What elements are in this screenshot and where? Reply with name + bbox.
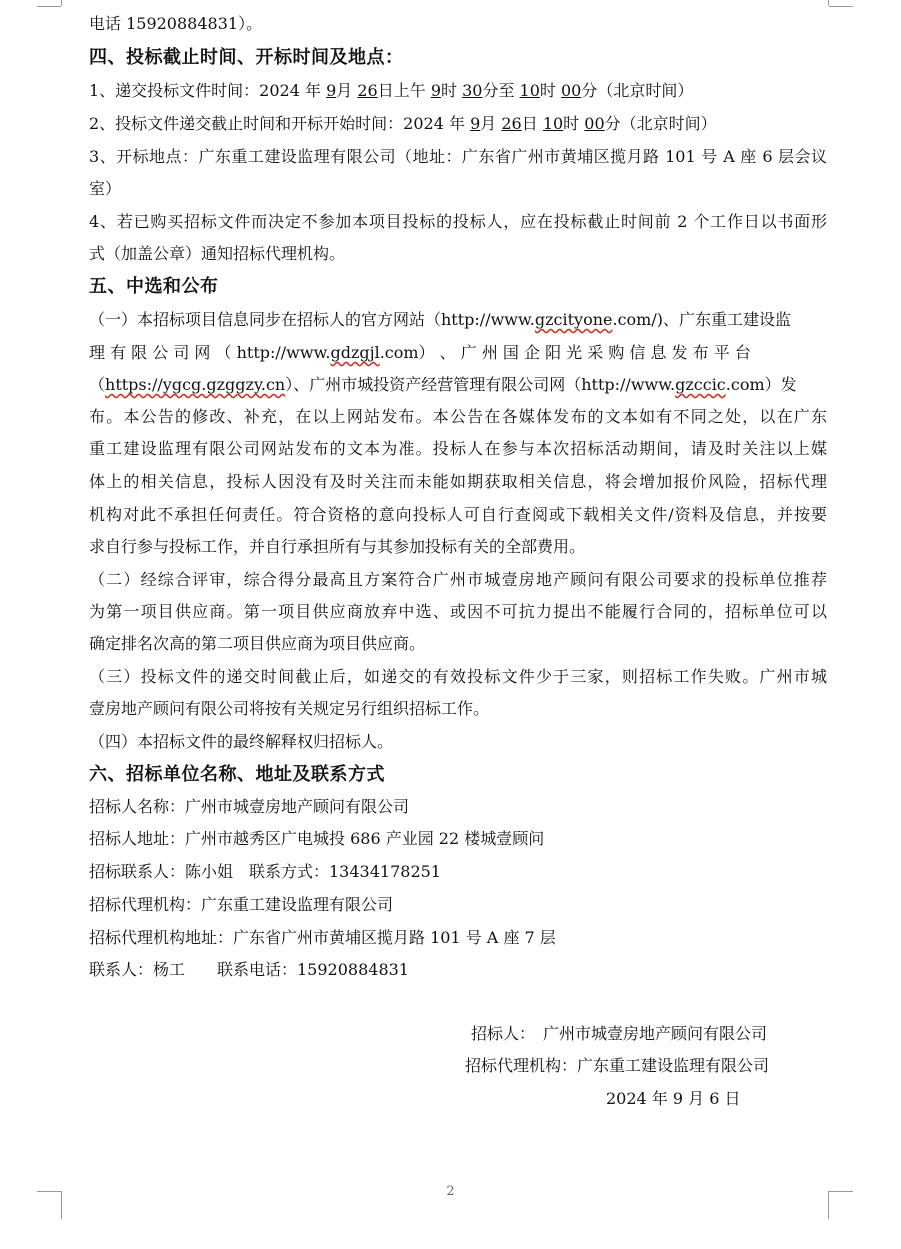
- signature-date: 2024 年 9 月 6 日: [606, 1089, 741, 1108]
- text-line: 电话 15920884831）。: [89, 14, 263, 33]
- text-line: 求自行参与投标工作，并自行承担所有与其参加投标有关的全部费用。: [89, 537, 586, 556]
- publication-line-1: （一）本招标项目信息同步在招标人的官方网站（http://www.gzcityone.com/)、广东重工建设监: [89, 310, 791, 329]
- opening-location-line: 3、开标地点：广东重工建设监理有限公司（地址：广东省广州市黄埔区揽月路 101 号 A 座 6 层会议: [89, 147, 827, 166]
- tenderer-contact: 招标联系人：陈小姐 联系方式：13434178251: [89, 862, 441, 881]
- signature-tenderer: 招标人： 广州市城壹房地产顾问有限公司: [471, 1024, 768, 1043]
- text-line: 重工建设监理有限公司网站发布的文本为准。投标人在参与本次招标活动期间，请及时关注以上媒: [89, 439, 827, 458]
- text-line: 体上的相关信息，投标人因没有及时关注而未能如期获取相关信息，将会增加报价风险，招标代理: [89, 472, 827, 491]
- text-line: （四）本招标文件的最终解释权归招标人。: [89, 732, 394, 751]
- withdrawal-notice-line: 4、若已购买招标文件而决定不参加本项目投标的投标人，应在投标截止时间前 2 个工作日以书面形: [89, 212, 827, 231]
- text-line: 壹房地产顾问有限公司将按有关规定另行组织招标工作。: [89, 699, 490, 718]
- agency-name: 招标代理机构：广东重工建设监理有限公司: [89, 895, 394, 914]
- tenderer-name: 招标人名称：广州市城壹房地产顾问有限公司: [89, 797, 410, 816]
- publication-line-2: 理 有 限 公 司 网 （ http://www.gdzgjl.com） 、 广 州 国 企 阳 光 采 购 信 息 发 布 平 台: [89, 343, 751, 362]
- text-line: 式（加盖公章）通知招标代理机构。: [89, 244, 346, 263]
- text-line: （三）投标文件的递交时间截止后，如递交的有效投标文件少于三家，则招标工作失败。广州市城: [89, 667, 827, 686]
- publication-line-3: （https://ygcg.gzggzy.cn）、广州市城投资产经营管理有限公司网（http://www.gzccic.com）发: [89, 375, 797, 394]
- text-line: （二）经综合评审，综合得分最高且方案符合广州市城壹房地产顾问有限公司要求的投标单位推荐: [89, 570, 827, 589]
- section-heading-6: 六、招标单位名称、地址及联系方式: [89, 764, 385, 785]
- page-number: 2: [446, 1184, 455, 1199]
- text-line: 室）: [89, 179, 122, 198]
- text-line: 确定排名次高的第二项目供应商为项目供应商。: [89, 634, 426, 653]
- section-heading-4: 四、投标截止时间、开标时间及地点：: [89, 47, 404, 68]
- tenderer-address: 招标人地址：广州市越秀区广电城投 686 产业园 22 楼城壹顾问: [89, 829, 545, 848]
- deadline-line: 2、投标文件递交截止时间和开标开始时间：2024 年 9月 26日 10时 00分（北京时间）: [89, 114, 717, 133]
- submission-time-line: 1、递交投标文件时间：2024 年 9月 26日上午 9时 30分至 10时 00分（北京时间）: [89, 81, 694, 100]
- signature-agency: 招标代理机构：广东重工建设监理有限公司: [465, 1056, 770, 1075]
- agency-address: 招标代理机构地址：广东省广州市黄埔区揽月路 101 号 A 座 7 层: [89, 928, 556, 947]
- text-line: 为第一项目供应商。第一项目供应商放弃中选、或因不可抗力提出不能履行合同的，招标单位可以: [89, 602, 827, 621]
- section-heading-5: 五、中选和公布: [89, 276, 219, 297]
- agency-contact: 联系人：杨工 联系电话：15920884831: [89, 960, 409, 979]
- text-line: 机构对此不承担任何责任。符合资格的意向投标人可自行查阅或下载相关文件/资料及信息，并按要: [89, 505, 827, 524]
- text-line: 布。本公告的修改、补充，在以上网站发布。本公告在各媒体发布的文本如有不同之处，以在广东: [89, 407, 827, 426]
